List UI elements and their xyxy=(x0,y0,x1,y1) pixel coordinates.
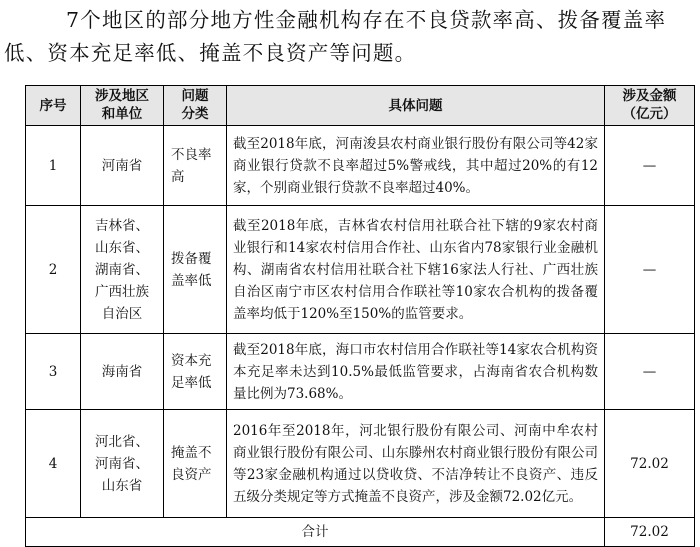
total-label: 合计 xyxy=(26,518,605,547)
row-number: 2 xyxy=(26,206,81,334)
row-category: 不良率高 xyxy=(164,126,227,206)
header-detail: 具体问题 xyxy=(227,86,605,126)
row-amount: — xyxy=(605,334,695,410)
table-header-row xyxy=(26,86,695,126)
header-region: 涉及地区和单位 xyxy=(81,86,164,126)
header-amount: 涉及金额（亿元） xyxy=(605,86,695,126)
row-category: 资本充足率低 xyxy=(164,334,227,410)
row-detail: 2016年至2018年，河北银行股份有限公司、河南中牟农村商业银行股份有限公司、山东滕州农村商业银行股份有限公司等23家金融机构通过以贷收贷、不洁净转让不良资产、违反五级分类规定等方式掩盖不良资产，涉及金额72.02亿元。 xyxy=(227,410,605,518)
row-amount: 72.02 xyxy=(605,410,695,518)
row-detail: 截至2018年底，河南浚县农村商业银行股份有限公司等42家商业银行贷款不良率超过5%警戒线，其中超过20%的有12家，个别商业银行贷款不良率超过40%。 xyxy=(227,126,605,206)
total-row xyxy=(26,518,695,547)
table-row xyxy=(26,126,695,206)
row-category: 掩盖不良资产 xyxy=(164,410,227,518)
header-number: 序号 xyxy=(26,86,81,126)
row-region: 河北省、河南省、山东省 xyxy=(81,410,164,518)
row-region: 吉林省、山东省、湖南省、广西壮族自治区 xyxy=(81,206,164,334)
row-category: 拨备覆盖率低 xyxy=(164,206,227,334)
row-detail: 截至2018年底，吉林省农村信用社联合社下辖的9家农村商业银行和14家农村信用合作社、山东省内78家银行业金融机构、湖南省农村信用社联合社下辖16家法人行社、广西壮族自治区南宁市区农村信用合作联社等10家农合机构的拨备覆盖率均低于120%至150%的监管要求。 xyxy=(227,206,605,334)
header-category: 问题分类 xyxy=(164,86,227,126)
row-number: 3 xyxy=(26,334,81,410)
row-detail: 截至2018年底，海口市农村信用合作联社等14家农合机构资本充足率未达到10.5%最低监管要求，占海南省农合机构数量比例为73.68%。 xyxy=(227,334,605,410)
table-row xyxy=(26,334,695,410)
problems-table xyxy=(25,85,695,547)
table-row xyxy=(26,410,695,518)
table-row xyxy=(26,206,695,334)
intro-paragraph: 7个地区的部分地方性金融机构存在不良贷款率高、拨备覆盖率低、资本充足率低、掩盖不良资产等问题。 xyxy=(4,8,667,65)
row-number: 1 xyxy=(26,126,81,206)
row-region: 海南省 xyxy=(81,334,164,410)
total-amount: 72.02 xyxy=(605,518,695,547)
row-amount: — xyxy=(605,126,695,206)
row-region: 河南省 xyxy=(81,126,164,206)
row-amount: — xyxy=(605,206,695,334)
row-number: 4 xyxy=(26,410,81,518)
